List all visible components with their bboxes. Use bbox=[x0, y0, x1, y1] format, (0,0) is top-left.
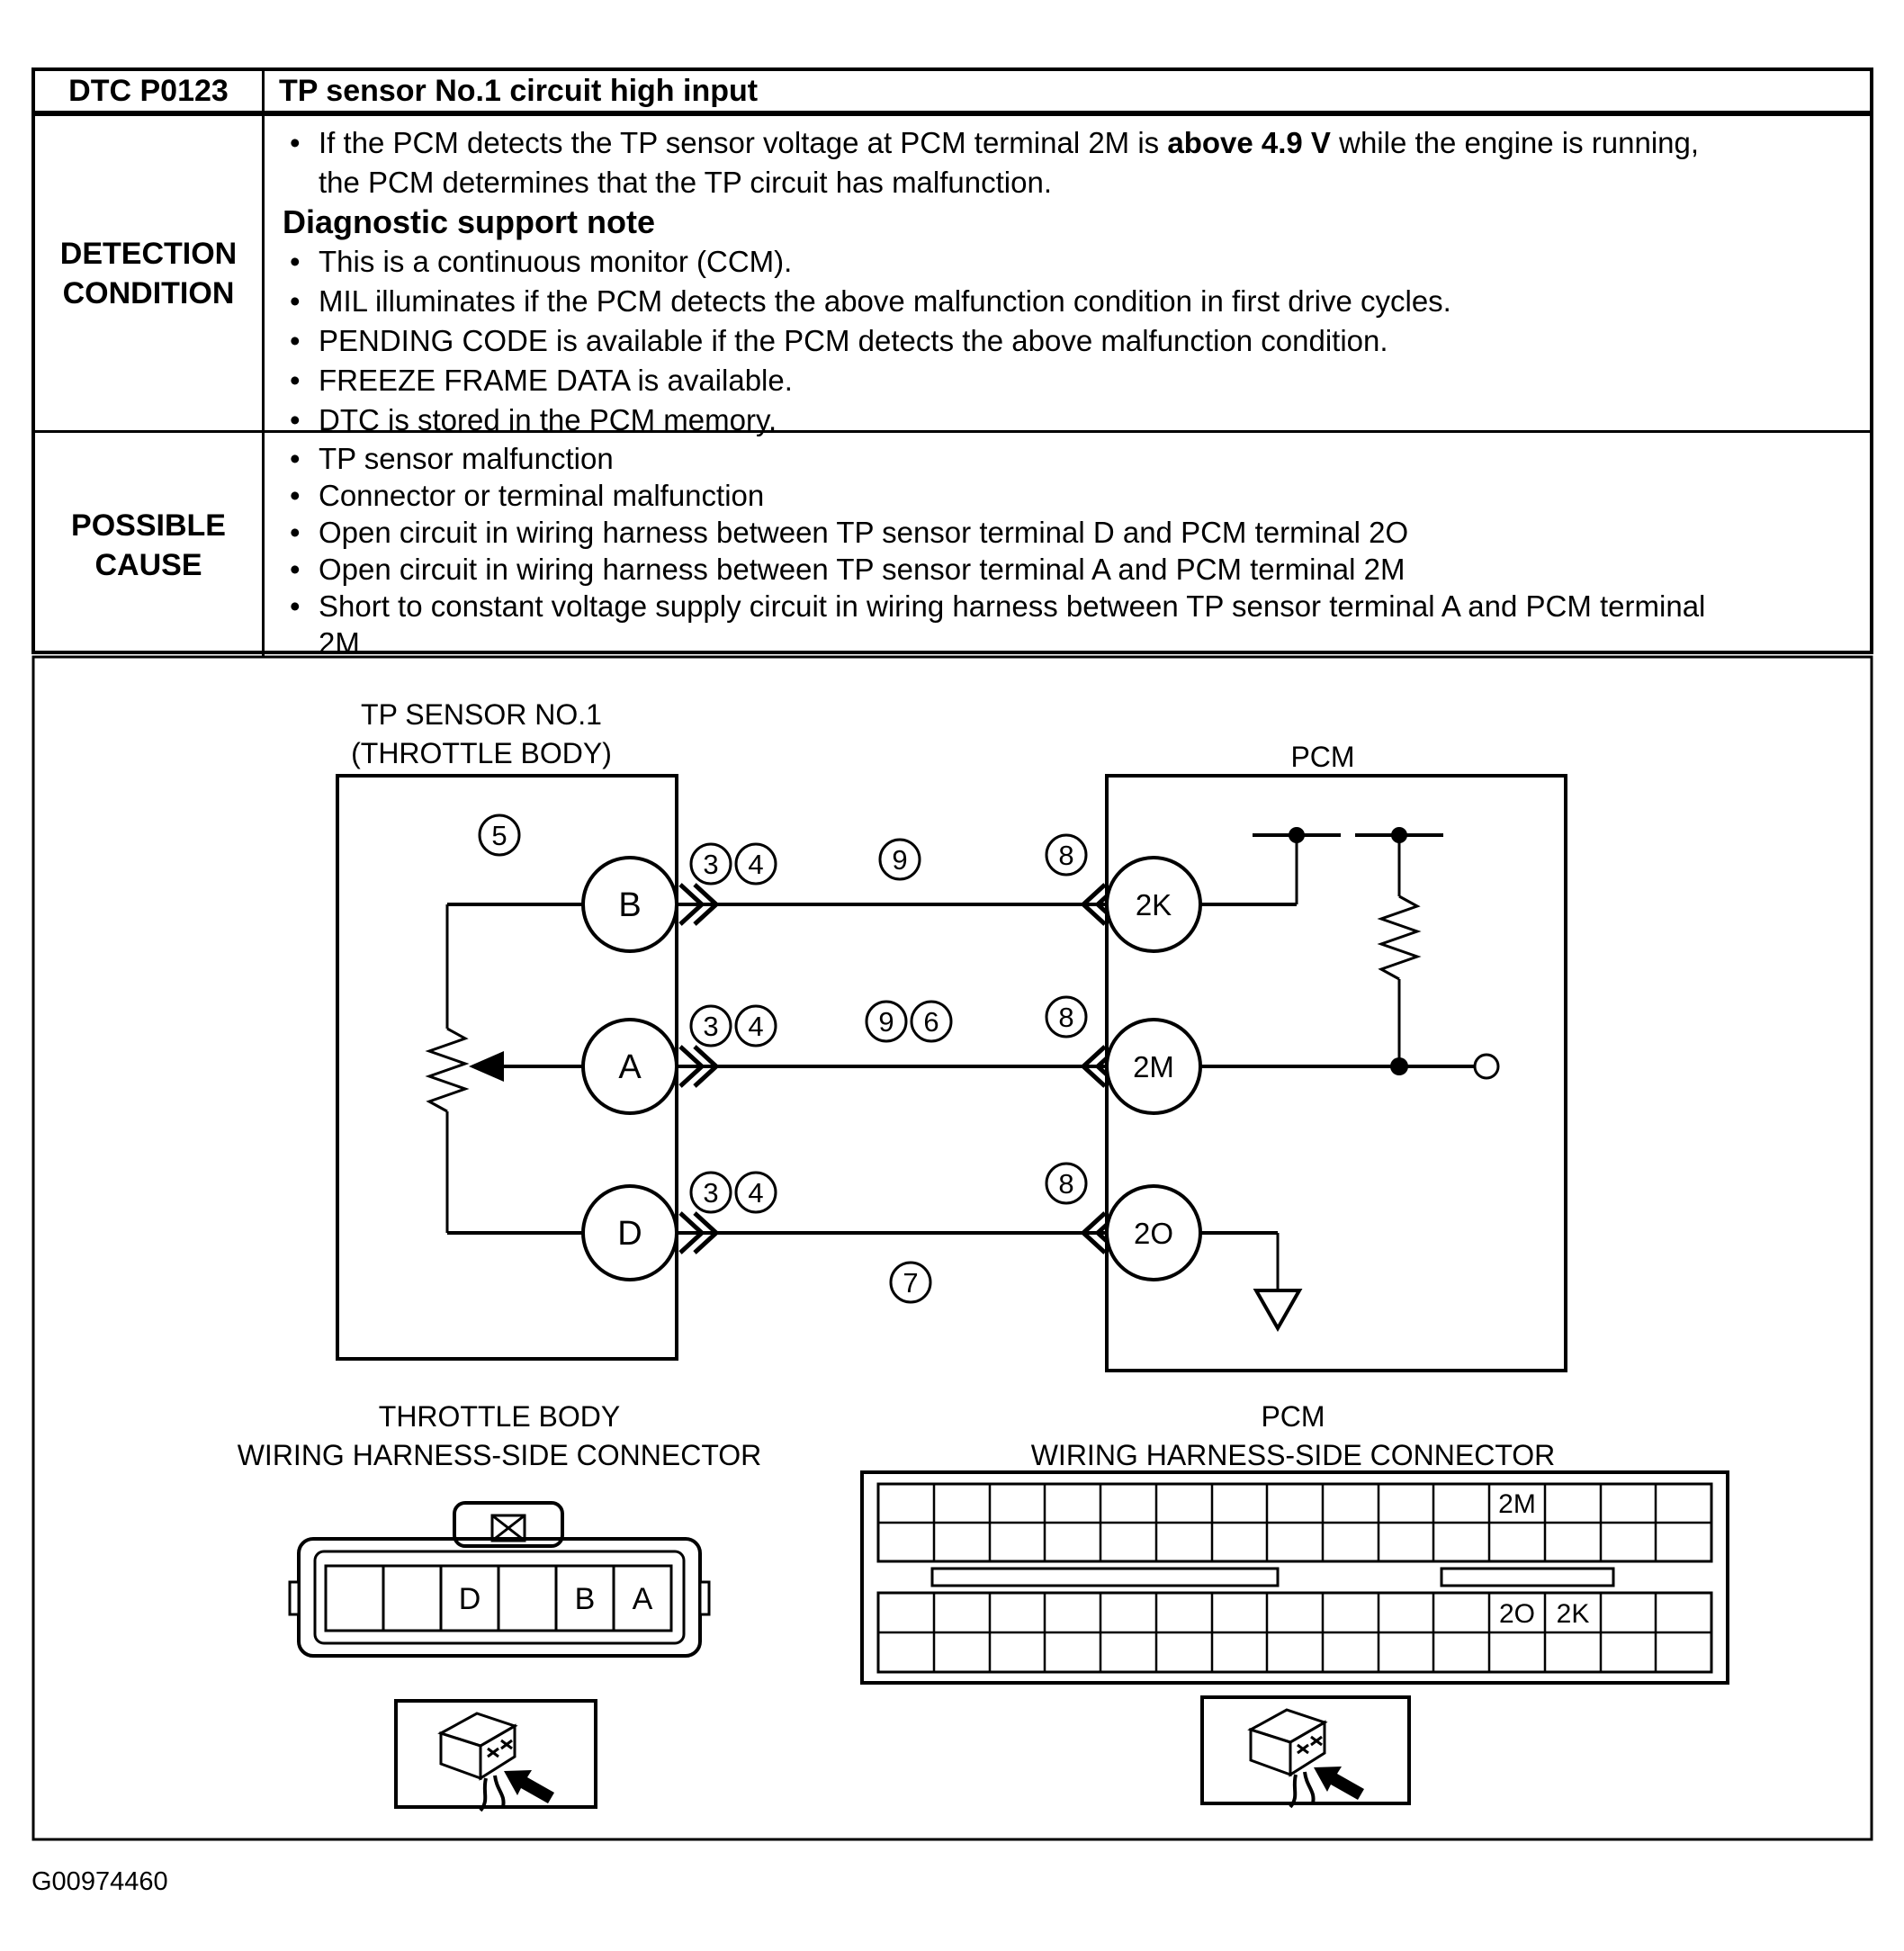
tp-sensor-internals bbox=[429, 904, 585, 1233]
dtc-code: DTC P0123 bbox=[68, 73, 229, 108]
bullet-item: • Connector or terminal malfunction bbox=[283, 477, 1857, 514]
detection-bullet1-line2: the PCM determines that the TP circuit has malfunction. bbox=[319, 166, 1052, 199]
svg-text:4: 4 bbox=[748, 1177, 764, 1209]
svg-text:9: 9 bbox=[892, 844, 908, 876]
tp-terminals bbox=[583, 858, 677, 1280]
svg-text:3: 3 bbox=[703, 849, 719, 880]
pcm-connector-title2: WIRING HARNESS-SIDE CONNECTOR bbox=[1030, 1439, 1556, 1471]
callouts-row-a bbox=[691, 997, 1086, 1046]
detection-bullet1-pre: If the PCM detects the TP sensor voltage at PCM terminal 2M is bbox=[319, 126, 1168, 159]
cause-label-line1: POSSIBLE bbox=[71, 508, 226, 543]
pullup-resistor bbox=[1381, 896, 1417, 979]
cause-bullet5-line2: 2M bbox=[319, 626, 360, 660]
pin-B: B bbox=[574, 1582, 596, 1616]
key-slot-long bbox=[932, 1569, 1278, 1586]
tp-sensor-label-line1: TP SENSOR NO.1 bbox=[361, 698, 602, 731]
pcm-connector-title1: PCM bbox=[1261, 1400, 1325, 1433]
pcm-connector-shell bbox=[862, 1472, 1728, 1683]
bullet-item: • Open circuit in wiring harness between TP sensor terminal D and PCM terminal 2O bbox=[283, 514, 1857, 551]
connector-icon bbox=[1251, 1710, 1364, 1807]
terminal-2K: 2K bbox=[1135, 888, 1172, 922]
svg-text:8: 8 bbox=[1058, 1168, 1074, 1200]
diagram-border bbox=[33, 657, 1872, 1839]
throttle-connector-title1: THROTTLE BODY bbox=[378, 1400, 621, 1433]
junction-dot bbox=[1390, 1057, 1408, 1075]
terminal-B: B bbox=[618, 886, 642, 924]
side-notch-left bbox=[290, 1582, 299, 1614]
svg-text:5: 5 bbox=[491, 820, 507, 851]
tp-sensor-label-line2: (THROTTLE BODY) bbox=[351, 737, 612, 769]
bullet-item: • PENDING CODE is available if the PCM detects the above malfunction condition. bbox=[283, 321, 1857, 361]
bullet-item: • This is a continuous monitor (CCM). bbox=[283, 242, 1857, 282]
key-slot-short bbox=[1441, 1569, 1613, 1586]
pcm-box-label: PCM bbox=[1290, 741, 1355, 773]
svg-text:3: 3 bbox=[703, 1011, 719, 1042]
pin-cells bbox=[326, 1566, 671, 1631]
figure-code: G00974460 bbox=[31, 1867, 168, 1896]
bullet-item: • DTC is stored in the PCM memory. bbox=[283, 400, 1857, 440]
cause-bullet5-line1: Short to constant voltage supply circuit in wiring harness between TP sensor terminal A and PCM terminal bbox=[319, 589, 1706, 623]
svg-text:3: 3 bbox=[703, 1177, 719, 1209]
svg-text:8: 8 bbox=[1058, 840, 1074, 871]
svg-text:7: 7 bbox=[903, 1267, 919, 1299]
svg-text:4: 4 bbox=[748, 1011, 764, 1042]
callouts-row-b bbox=[691, 835, 1086, 884]
dtc-title: TP sensor No.1 circuit high input bbox=[279, 73, 759, 108]
pcm-connector bbox=[862, 1400, 1728, 1807]
detection-bullet1-post: while the engine is running, bbox=[1330, 126, 1700, 159]
bullet-item: • FREEZE FRAME DATA is available. bbox=[283, 361, 1857, 400]
pcm-top-grid bbox=[878, 1484, 1711, 1561]
pcm-bottom-grid bbox=[878, 1593, 1711, 1672]
bullet-item: • Open circuit in wiring harness between TP sensor terminal A and PCM terminal 2M bbox=[283, 551, 1857, 588]
bullet-item: • TP sensor malfunction bbox=[283, 440, 1857, 477]
detection-bullet1-bold: above 4.9 V bbox=[1167, 126, 1331, 159]
cause-label-line2: CAUSE bbox=[94, 548, 202, 582]
detection-label-line1: DETECTION bbox=[59, 236, 238, 271]
ground-symbol bbox=[1256, 1290, 1299, 1328]
throttle-body-connector bbox=[238, 1400, 762, 1811]
pin-D: D bbox=[458, 1582, 481, 1616]
pcm-terminals bbox=[1107, 858, 1200, 1280]
terminal-A: A bbox=[618, 1048, 642, 1086]
side-notch-right bbox=[700, 1582, 709, 1614]
bullet-item: • MIL illuminates if the PCM detects the above malfunction condition in first drive cycles. bbox=[283, 282, 1857, 321]
svg-text:8: 8 bbox=[1058, 1002, 1074, 1033]
svg-text:4: 4 bbox=[748, 849, 764, 880]
terminal-D: D bbox=[617, 1215, 642, 1253]
pin-A: A bbox=[632, 1582, 653, 1616]
wiper-arrow bbox=[469, 1051, 504, 1082]
pcm-grid-label-2O: 2O bbox=[1498, 1599, 1536, 1629]
pcm-grid-label-2K: 2K bbox=[1556, 1599, 1590, 1629]
connector-icon bbox=[441, 1713, 554, 1811]
detection-label-line2: CONDITION bbox=[62, 275, 235, 310]
terminal-2M: 2M bbox=[1133, 1050, 1174, 1083]
svg-text:9: 9 bbox=[878, 1006, 894, 1038]
svg-text:6: 6 bbox=[923, 1006, 939, 1038]
callout-5 bbox=[480, 815, 519, 855]
potentiometer-resistor bbox=[429, 1029, 465, 1111]
pcm-internals bbox=[1200, 827, 1498, 1328]
throttle-connector-title2: WIRING HARNESS-SIDE CONNECTOR bbox=[237, 1439, 762, 1471]
terminal-2O: 2O bbox=[1133, 1217, 1174, 1250]
open-terminal bbox=[1475, 1055, 1498, 1078]
diagnostic-support-note-heading: Diagnostic support note bbox=[283, 203, 655, 240]
pcm-grid-label-2M: 2M bbox=[1498, 1489, 1536, 1519]
